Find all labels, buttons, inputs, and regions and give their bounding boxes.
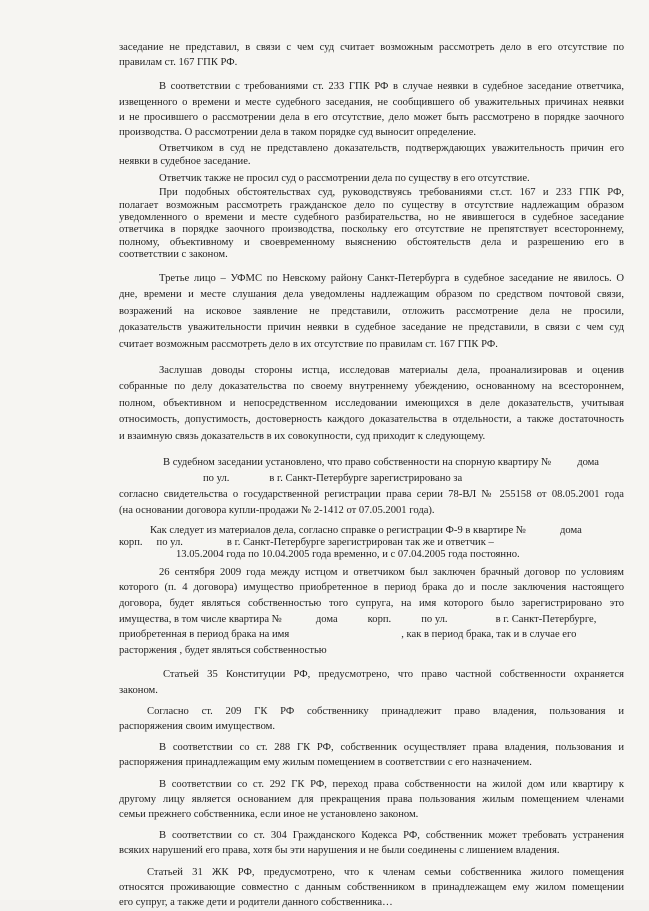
- paragraph-4: [119, 171, 624, 186]
- text-fragment: дома: [315, 613, 338, 625]
- paragraph-6: [119, 271, 624, 354]
- paragraph-16: [119, 865, 624, 911]
- text-line: В соответствии со ст. 288 ГК РФ, собственник осуществляет права владения, пользования и: [159, 742, 624, 754]
- text-line: собранные по делу доказательства по своему внутреннему убеждению, основанному на всестороннем,: [119, 381, 624, 393]
- paragraph-9: [119, 525, 624, 562]
- text-line: законом.: [119, 684, 158, 696]
- text-line: и не просившего о рассмотрении дела в его отсутствие, дело может быть рассмотрено в порядке заочного: [119, 111, 624, 123]
- text-line: 26 сентября 2009 года между истцом и ответчиком был заключен брачный договор по условиям: [159, 566, 624, 578]
- text-line: относимость, допустимость, достоверность каждого доказательства в отдельности, а также достаточность: [119, 414, 624, 426]
- text-line: правилам ст. 167 ГПК РФ.: [119, 57, 238, 69]
- text-line: При подобных обстоятельствах суд, руководствуясь требованиями ст.ст. 167 и 233 ГПК РФ,: [159, 187, 624, 199]
- text-line: соответствии с законом.: [119, 249, 228, 261]
- text-line: извещенного о времени и месте судебного заседания, не сообщившего об уважительных причинах неявки: [119, 96, 624, 108]
- text-fragment: по ул.: [421, 613, 448, 625]
- text-line: дне, времени и месте слушания дела уведомлены надлежащим образом по средством почтовой связи,: [119, 289, 624, 301]
- text-fragment: В судебном заседании установлено, что право собственности на спорную квартиру №: [163, 456, 552, 468]
- text-fragment: дома: [559, 524, 582, 536]
- text-line: [119, 455, 624, 471]
- text-line: [119, 525, 624, 537]
- text-line: считает возможным рассмотреть дело в их отсутствие по правилам ст. 167 ГПК РФ.: [119, 339, 498, 351]
- text-line: другому лицу является основанием для прекращения права пользования жилым помещением членами: [119, 793, 624, 805]
- text-fragment: по ул.: [203, 472, 230, 484]
- text-line: Статьей 35 Конституции РФ, предусмотрено, что право частной собственности охраняется: [163, 669, 624, 681]
- paragraph-14: [119, 777, 624, 823]
- text-line: его супруг, а также дети и родители данного собственника…: [119, 897, 393, 909]
- paragraph-5: [119, 187, 624, 261]
- text-line: Согласно ст. 209 ГК РФ собственнику принадлежит право владения, пользования и: [147, 705, 624, 717]
- text-line: расторжения , будет являться собственностью: [119, 644, 327, 656]
- paragraph-11: [119, 667, 624, 697]
- text-line: В соответствии со ст. 292 ГК РФ, переход права собственности на жилой дом или квартиру к: [159, 778, 624, 790]
- paragraph-13: [119, 740, 624, 770]
- text-fragment: имущества, в том числе квартира №: [119, 613, 282, 625]
- paragraph-12: [119, 704, 624, 734]
- text-line: (на основании договора купли-продажи № 2-1412 от 07.05.2001 года).: [119, 504, 435, 516]
- text-fragment: дома: [577, 456, 600, 468]
- text-line: ответчика в порядке заочного производства, поскольку его отсутствие не препятствует всестороннему,: [119, 224, 624, 236]
- text-line: [119, 471, 624, 487]
- document-body: [119, 40, 624, 911]
- text-fragment: , как в период брака, так и в случае его: [401, 629, 577, 641]
- text-line: и взаимную связь доказательств в их совокупности, суд приходит к следующему.: [119, 431, 486, 443]
- text-line: Третье лицо – УФМС по Невскому району Санкт-Петербурга в судебное заседание не явилось. О: [159, 272, 624, 284]
- text-line: доказательств уважительности причин неявки в судебное заседание не представили, в связи с чем суд: [119, 322, 624, 334]
- text-line: семьи прежнего собственника, если иное не установлено законом.: [119, 809, 419, 821]
- text-line: согласно свидетельства о государственной регистрации права серии 78-ВЛ № 255158 от 08.05.2001 года: [119, 488, 624, 500]
- paragraph-8: [119, 455, 624, 519]
- paragraph-10: [119, 565, 624, 659]
- text-line: распоряжения принадлежащим ему жилым помещением в соответствии с его назначением.: [119, 757, 532, 769]
- text-line: [119, 537, 624, 549]
- text-fragment: Как следует из материалов дела, согласно справке о регистрации Ф-9 в квартире №: [150, 524, 526, 536]
- text-line: всяких нарушений его права, хотя бы эти нарушения и не были соединены с лишением владения.: [119, 845, 560, 857]
- text-line: договора, будет являться собственностью того супруга, на имя которого было зарегистрировано это: [119, 598, 624, 610]
- text-line: Заслушав доводы стороны истца, исследовав материалы дела, проанализировав и оценив: [159, 364, 624, 376]
- text-line: полному, объективному и своевременному выяснению обстоятельств дела и разрешению его в: [119, 236, 624, 248]
- text-fragment: в г. Санкт-Петербурге зарегистрирован так же и ответчик –: [226, 537, 494, 549]
- text-line: заседание не представил, в связи с чем суд считает возможным рассмотреть дело в его отсутствие по: [119, 42, 624, 53]
- text-line: уведомленного о времени и месте судебного разбирательства, но не явившегося в судебное заседание: [119, 212, 624, 224]
- text-line: В соответствии с требованиями ст. 233 ГПК РФ в случае неявки в судебное заседание ответчика,: [159, 81, 624, 93]
- text-line: Ответчиком в суд не представлено доказательств, подтверждающих уважительность причин его: [159, 143, 624, 155]
- text-line: распоряжения своим имуществом.: [119, 721, 276, 732]
- text-fragment: по ул.: [156, 537, 183, 549]
- text-fragment: в г. Санкт-Петербурге,: [495, 613, 597, 625]
- text-line: которого (п. 4 договора) имущество приобретенное в период брака до и после заключения настоящего: [119, 582, 624, 594]
- text-fragment: корп.: [119, 537, 143, 549]
- paragraph-3: [119, 143, 624, 168]
- text-fragment: в г. Санкт-Петербурге зарегистрировано за: [269, 472, 463, 484]
- text-line: возражений на исковое заявление не представили, отложить рассмотрение дела не просили,: [119, 305, 624, 317]
- text-line: Статьей 31 ЖК РФ, предусмотрено, что к членам семьи собственника жилого помещения: [147, 866, 624, 878]
- paragraph-15: [119, 828, 624, 858]
- text-line: В соответствии со ст. 304 Гражданского Кодекса РФ, собственник может требовать устранения: [159, 830, 624, 842]
- text-fragment: приобретенная в период брака на имя: [119, 629, 290, 641]
- text-fragment: корп.: [367, 613, 392, 625]
- paragraph-1: [119, 40, 624, 70]
- text-line: 13.05.2004 года по 10.04.2005 года временно, и с 07.04.2005 года постоянно.: [176, 549, 520, 561]
- text-line: полагает возможным рассмотреть гражданское дело по существу в отсутствие надлежащим образом: [119, 199, 624, 211]
- paragraph-2: [119, 79, 624, 140]
- text-line: [119, 612, 624, 628]
- text-line: [119, 627, 624, 643]
- text-line: неявки в судебное заседание.: [119, 155, 251, 167]
- text-line: относятся проживающие совместно с данным собственником в принадлежащем ему жилом помещении: [119, 881, 624, 893]
- text-line: Ответчик также не просил суд о рассмотрении дела по существу в его отсутствие.: [159, 173, 530, 185]
- text-line: полном, объективном и непосредственном исследовании имеющихся в деле доказательств, учитывая: [119, 397, 624, 409]
- text-line: производства. О рассмотрении дела в таком порядке суд выносит определение.: [119, 127, 477, 139]
- paragraph-7: [119, 363, 624, 446]
